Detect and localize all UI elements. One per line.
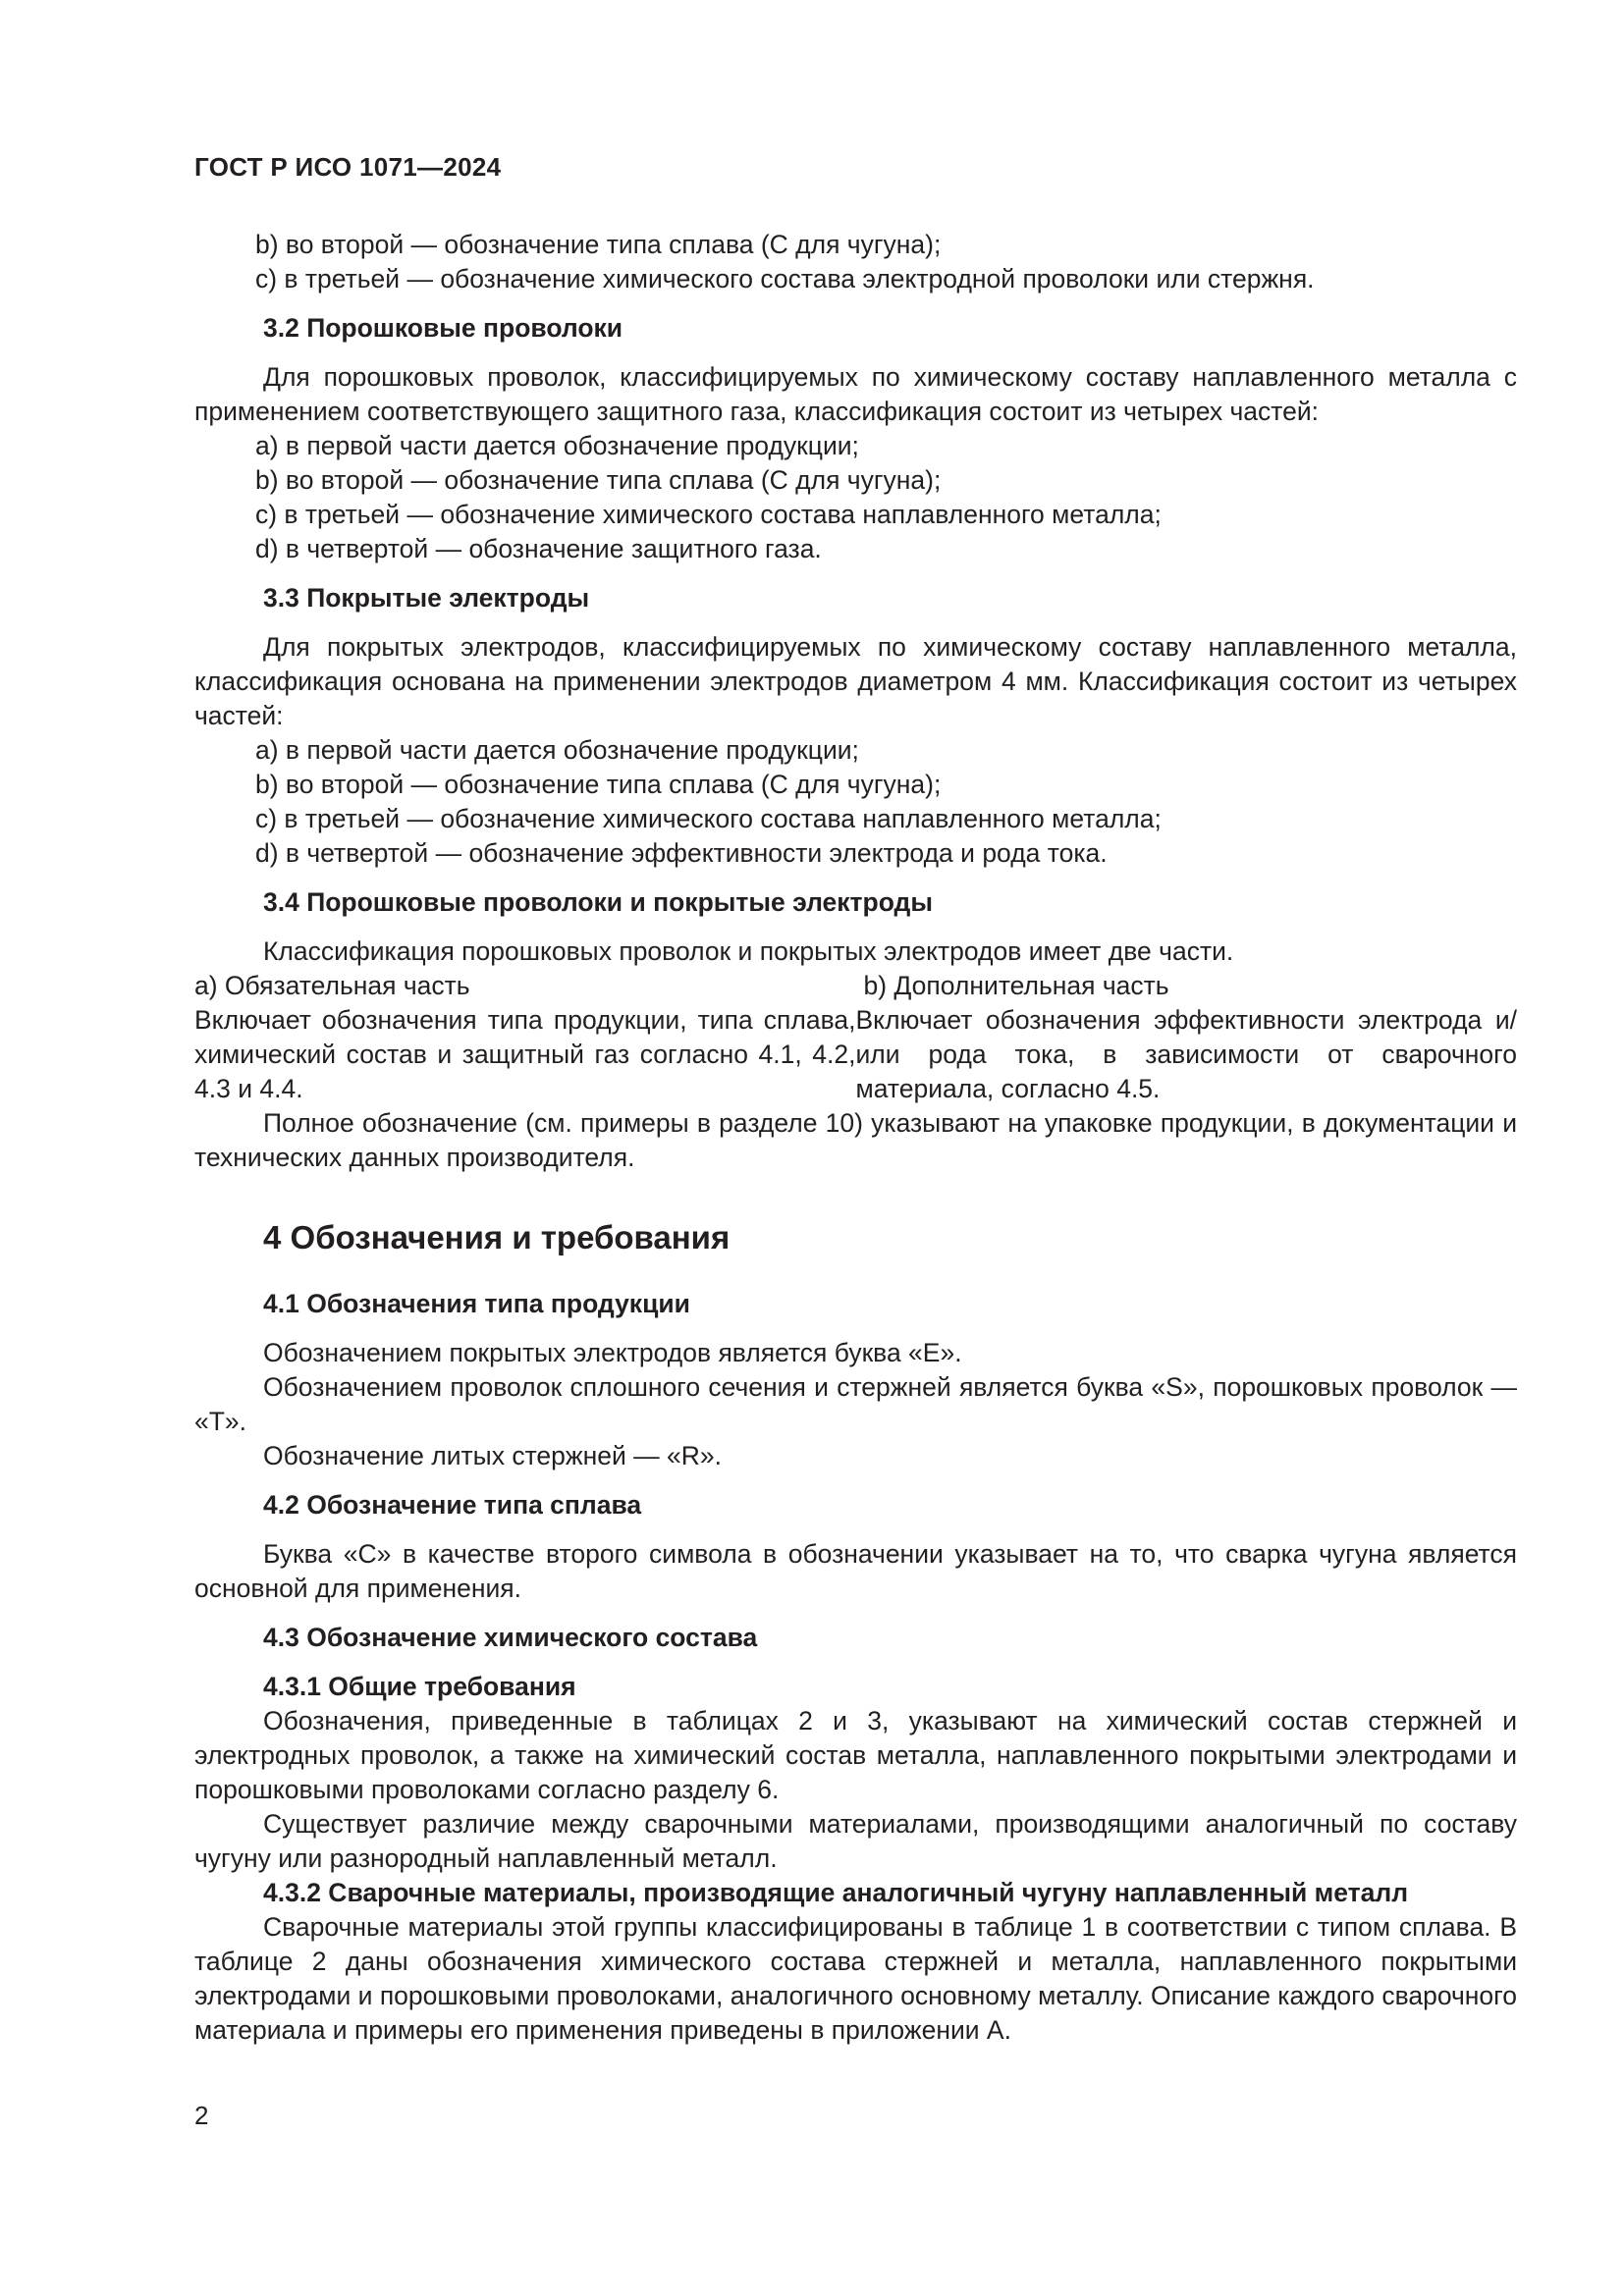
- paragraph: Обозначением проволок сплошного сечения и стержней является буква «S», порошковых проволок — «T».: [194, 1372, 1517, 1436]
- two-column-block: [194, 969, 1517, 1106]
- paragraph: Для покрытых электродов, классифицируемых по химическому составу наплавленного металла, классификация основана на применении электродов диаметром 4 мм. Классификация состоит из четырех частей:: [194, 632, 1517, 730]
- document-header: ГОСТ Р ИСО 1071—2024: [194, 152, 502, 182]
- paragraph: Для порошковых проволок, классифицируемых по химическому составу наплавленного металла с применением соответствующего защитного газа, классификация состоит из четырех частей:: [194, 362, 1517, 426]
- section-heading-3-2: 3.2 Порошковые проволоки: [263, 313, 623, 343]
- column-mandatory: [194, 969, 856, 1106]
- list-item: c) в третьей — обозначение химического состава наплавленного металла;: [255, 500, 1162, 529]
- section-heading-4-3-2: 4.3.2 Сварочные материалы, производящие аналогичный чугуну наплавленный металл: [263, 1878, 1409, 1907]
- section-heading-4-2: 4.2 Обозначение типа сплава: [263, 1490, 642, 1520]
- column-label: b) Дополнительная часть: [863, 971, 1169, 1000]
- column-label: a) Обязательная часть: [194, 971, 470, 1000]
- paragraph: Существует различие между сварочными материалами, производящими аналогичный по составу чугуну или разнородный наплавленный металл.: [194, 1809, 1517, 1873]
- paragraph: Полное обозначение (см. примеры в разделе 10) указывают на упаковке продукции, в документации и технических данных производителя.: [194, 1108, 1517, 1172]
- list-item: b) во второй — обозначение типа сплава (С для чугуна);: [255, 230, 942, 259]
- page-number: 2: [194, 2101, 209, 2130]
- section-heading-4-3-1: 4.3.1 Общие требования: [263, 1672, 576, 1701]
- column-optional: [856, 969, 1518, 1106]
- column-text: Включает обозначения эффективности электрода и/или рода тока, в зависимости от сварочного материала, согласно 4.5.: [855, 1005, 1517, 1103]
- list-item: d) в четвертой — обозначение защитного газа.: [255, 534, 822, 563]
- paragraph: Буква «С» в качестве второго символа в обозначении указывает на то, что сварка чугуна является основной для применения.: [194, 1539, 1517, 1603]
- section-heading-3-4: 3.4 Порошковые проволоки и покрытые электроды: [263, 887, 934, 917]
- section-heading-4-1: 4.1 Обозначения типа продукции: [263, 1289, 690, 1318]
- list-item: c) в третьей — обозначение химического состава наплавленного металла;: [255, 804, 1162, 833]
- column-text: Включает обозначения типа продукции, типа сплава, химический состав и защитный газ согласно 4.1, 4.2, 4.3 и 4.4.: [194, 1005, 856, 1103]
- paragraph: Обозначением покрытых электродов является буква «E».: [263, 1338, 962, 1367]
- list-item: a) в первой части дается обозначение продукции;: [255, 431, 859, 460]
- paragraph: Классификация порошковых проволок и покрытых электродов имеет две части.: [263, 936, 1234, 966]
- list-item: c) в третьей — обозначение химического состава электродной проволоки или стержня.: [255, 264, 1315, 294]
- page-content: [194, 228, 1517, 2048]
- list-item: d) в четвертой — обозначение эффективности электрода и рода тока.: [255, 838, 1108, 868]
- section-heading-4-3: 4.3 Обозначение химического состава: [263, 1623, 758, 1652]
- list-item: a) в первой части дается обозначение продукции;: [255, 735, 859, 765]
- paragraph: Сварочные материалы этой группы классифицированы в таблице 1 в соответствии с типом сплава. В таблице 2 даны обозначения химического состава стержней и металла, наплавленного покрытыми электродами и порошковыми проволоками, аналогичного основному металлу. Описание каждого сварочного материала и примеры его применения приведены в приложении А.: [194, 1912, 1517, 2045]
- paragraph: Обозначения, приведенные в таблицах 2 и 3, указывают на химический состав стержней и электродных проволок, а также на химический состав металла, наплавленного покрытыми электродами и порошковыми проволоками согласно разделу 6.: [194, 1706, 1517, 1804]
- list-item: b) во второй — обозначение типа сплава (С для чугуна);: [255, 770, 942, 799]
- section-heading-4: 4 Обозначения и требования: [263, 1219, 731, 1255]
- paragraph: Обозначение литых стержней — «R».: [263, 1441, 722, 1470]
- list-item: b) во второй — обозначение типа сплава (С для чугуна);: [255, 465, 942, 495]
- section-heading-3-3: 3.3 Покрытые электроды: [263, 583, 590, 613]
